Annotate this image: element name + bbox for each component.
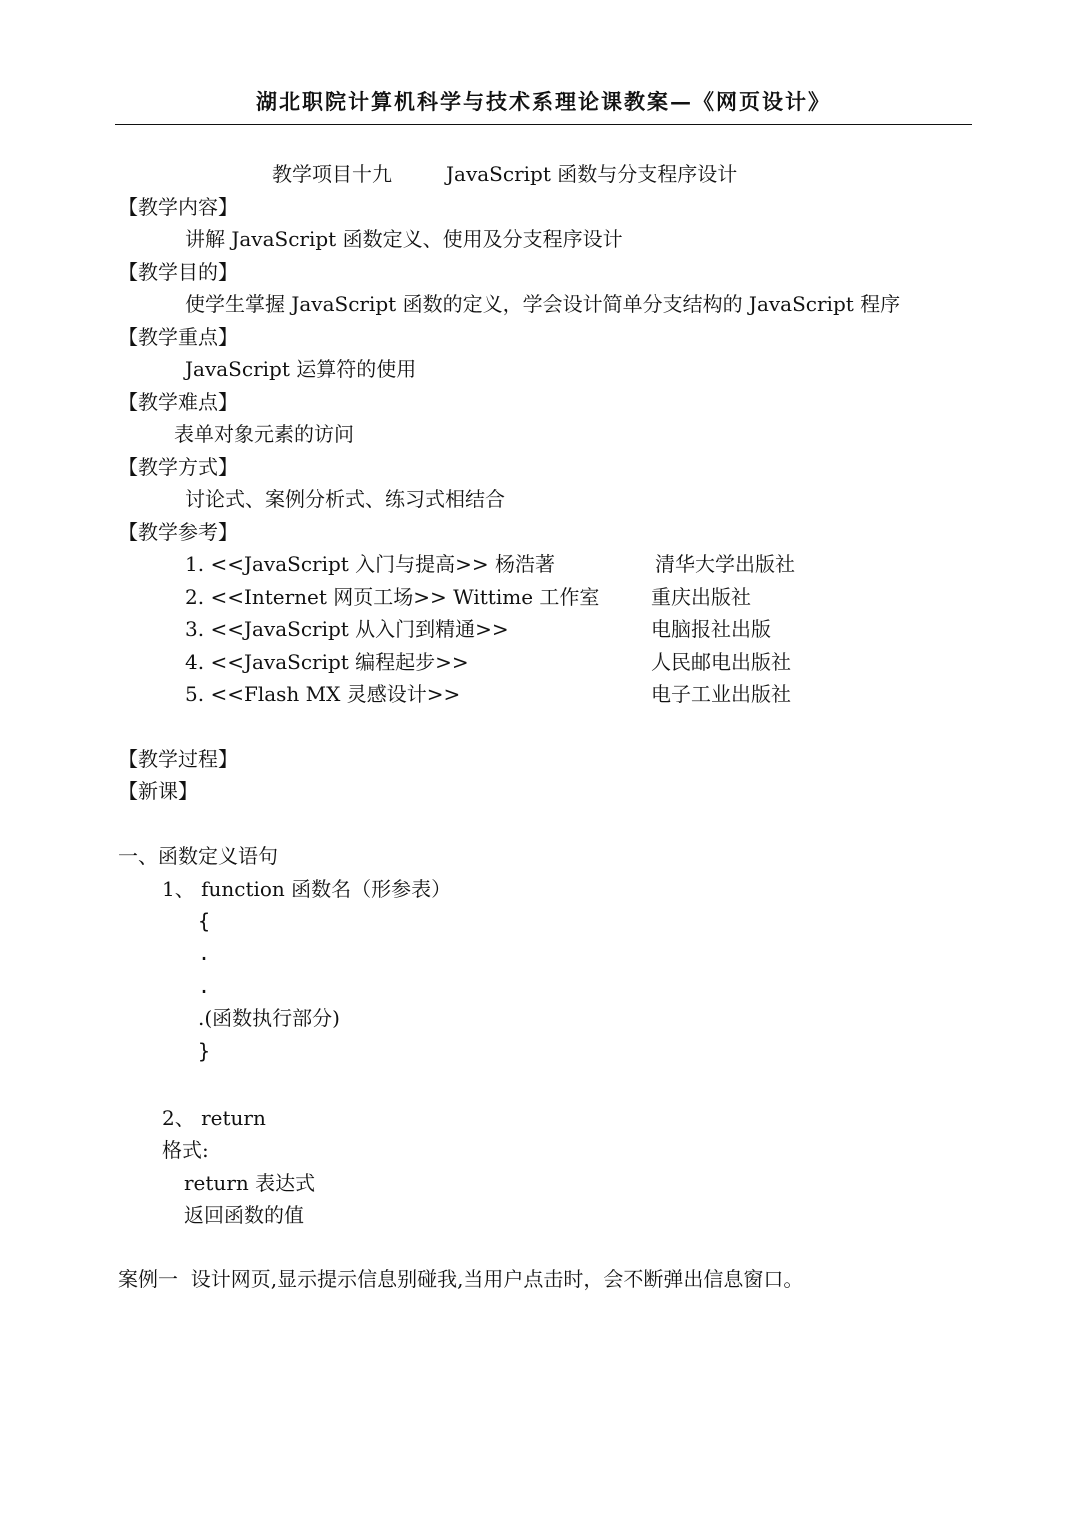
content-label: 【教学内容】: [118, 195, 238, 219]
process-label: 【教学过程】: [118, 747, 238, 771]
purpose-label: 【教学目的】: [118, 260, 238, 284]
method-label: 【教学方式】: [118, 455, 238, 479]
return-heading: 2、 return: [162, 1106, 266, 1130]
focus-label: 【教学重点】: [118, 325, 238, 349]
format-code: return 表达式: [184, 1171, 316, 1195]
code-brace-open: {: [198, 909, 211, 933]
difficulty-label: 【教学难点】: [118, 390, 238, 414]
reference-publisher: 电脑报社出版: [651, 617, 771, 641]
header-rule: [115, 124, 972, 125]
method-text: 讨论式、案例分析式、练习式相结合: [185, 487, 505, 511]
reference-publisher: 人民邮电出版社: [651, 650, 791, 674]
section-heading-function-definition: 一、函数定义语句: [118, 844, 278, 868]
new-lesson-label: 【新课】: [118, 779, 198, 803]
project-subtitle: JavaScript 函数与分支程序设计: [446, 162, 738, 186]
references-label: 【教学参考】: [118, 520, 238, 544]
reference-title: 2. <<Internet 网页工场>> Wittime 工作室: [185, 585, 600, 609]
difficulty-text: 表单对象元素的访问: [174, 422, 354, 446]
code-brace-close: }: [198, 1039, 211, 1063]
format-description: 返回函数的值: [184, 1203, 304, 1227]
code-dot: .: [198, 941, 211, 965]
reference-publisher: 电子工业出版社: [651, 682, 791, 706]
project-title: 教学项目十九: [272, 162, 392, 186]
reference-publisher: 重庆出版社: [651, 585, 751, 609]
purpose-text: 使学生掌握 JavaScript 函数的定义，学会设计简单分支结构的 JavaScript 程序: [185, 292, 901, 316]
code-dot: .: [198, 974, 211, 998]
reference-title: 4. <<JavaScript 编程起步>>: [185, 650, 469, 674]
code-body-line: .(函数执行部分): [198, 1006, 340, 1030]
function-syntax-line: 1、 function 函数名（形参表）: [162, 877, 452, 901]
case-one-text: 案例一 设计网页,显示提示信息别碰我,当用户点击时，会不断弹出信息窗口。: [118, 1267, 804, 1291]
content-text: 讲解 JavaScript 函数定义、使用及分支程序设计: [185, 227, 623, 251]
focus-text: JavaScript 运算符的使用: [185, 357, 417, 381]
reference-title: 3. <<JavaScript 从入门到精通>>: [185, 617, 509, 641]
format-label: 格式:: [162, 1138, 209, 1162]
page-header-title: 湖北职院计算机科学与技术系理论课教案—《网页设计》: [256, 89, 831, 114]
reference-publisher: 清华大学出版社: [655, 552, 795, 576]
reference-title: 5. <<Flash MX 灵感设计>>: [185, 682, 461, 706]
reference-title: 1. <<JavaScript 入门与提高>> 杨浩著: [185, 552, 556, 576]
